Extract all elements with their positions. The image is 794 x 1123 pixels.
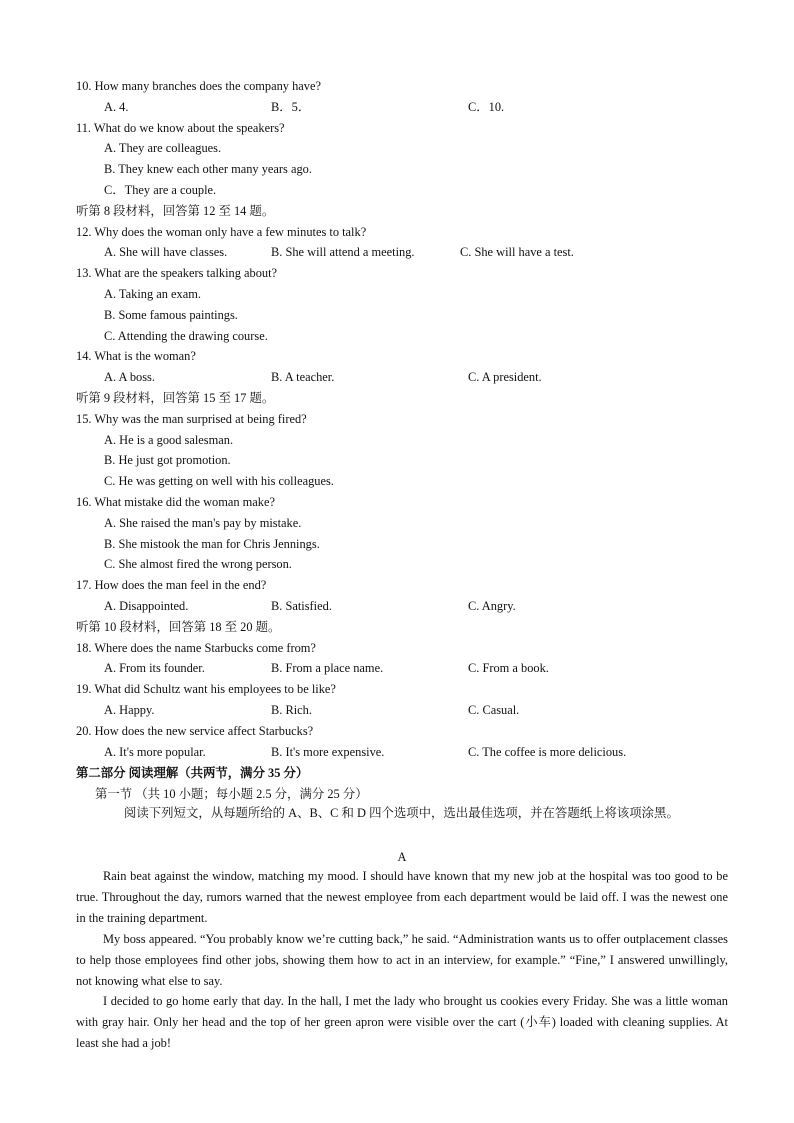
passage-label xyxy=(76,849,728,865)
options-10 xyxy=(76,99,728,115)
option-11c xyxy=(76,182,728,198)
question-16 xyxy=(76,494,728,510)
question-15 xyxy=(76,411,728,427)
option-a: A. Taking an exam. xyxy=(104,287,201,301)
option-a: A. From its founder. xyxy=(104,661,205,675)
options-18 xyxy=(76,660,728,676)
section-header-8 xyxy=(76,203,728,219)
option-a: A. It's more popular. xyxy=(104,745,206,759)
question-12 xyxy=(76,224,728,240)
option-15b xyxy=(76,452,728,468)
option-b: B．5． xyxy=(271,100,311,114)
option-c: C. Angry. xyxy=(468,599,516,613)
question-17 xyxy=(76,577,728,593)
option-b: B. Satisfied. xyxy=(271,599,332,613)
option-c: C. A president. xyxy=(468,370,542,384)
section-instruction: 听第 8 段材料，回答第 12 至 14 题。 xyxy=(76,204,275,218)
question-text: 10. How many branches does the company have? xyxy=(76,79,321,93)
question-text: 16. What mistake did the woman make? xyxy=(76,495,276,509)
option-c: C. The coffee is more delicious. xyxy=(468,745,627,759)
option-a: A. A boss. xyxy=(104,370,155,384)
options-14 xyxy=(76,369,728,385)
option-b: B. Some famous paintings. xyxy=(104,308,238,322)
option-15a xyxy=(76,432,728,448)
option-11a xyxy=(76,140,728,156)
option-b: B. From a place name. xyxy=(271,661,384,675)
option-c: C. Attending the drawing course. xyxy=(104,329,268,343)
question-text: 14. What is the woman? xyxy=(76,349,196,363)
option-b: B. They knew each other many years ago. xyxy=(104,162,312,176)
section-one-heading: 第一节 （共 10 小题；每小题 2.5 分，满分 25 分） xyxy=(95,787,368,801)
question-10 xyxy=(76,78,728,94)
instruction-text: 阅读下列短文，从每题所给的 A、B、C 和 D 四个选项中，选出最佳选项，并在答题纸上将该项涂黑。 xyxy=(124,806,679,820)
option-a: A. She raised the man's pay by mistake. xyxy=(104,516,302,530)
option-13a xyxy=(76,286,728,302)
section-title xyxy=(95,786,728,802)
option-c: C．They are a couple. xyxy=(104,183,217,197)
option-16a xyxy=(76,515,728,531)
question-text: 15. Why was the man surprised at being fired? xyxy=(76,412,307,426)
option-b: B. She will attend a meeting. xyxy=(271,245,415,259)
option-b: B. Rich. xyxy=(271,703,312,717)
option-16b xyxy=(76,536,728,552)
question-18 xyxy=(76,640,728,656)
question-text: 17. How does the man feel in the end? xyxy=(76,578,267,592)
option-13c xyxy=(76,328,728,344)
option-c: C．10. xyxy=(468,100,505,114)
option-11b xyxy=(76,161,728,177)
options-20 xyxy=(76,744,728,760)
option-a: A. Disappointed. xyxy=(104,599,189,613)
question-text: 11. What do we know about the speakers? xyxy=(76,121,285,135)
question-text: 13. What are the speakers talking about? xyxy=(76,266,278,280)
option-13b xyxy=(76,307,728,323)
question-20 xyxy=(76,723,728,739)
option-b: B. He just got promotion. xyxy=(104,453,231,467)
option-a: A. They are colleagues. xyxy=(104,141,222,155)
passage-letter: A xyxy=(397,850,407,864)
part-two-heading: 第二部分 阅读理解（共两节，满分 35 分） xyxy=(76,766,309,780)
option-c: C. From a book. xyxy=(468,661,549,675)
option-b: B. A teacher. xyxy=(271,370,335,384)
option-c: C. Casual. xyxy=(468,703,520,717)
option-a: A. Happy. xyxy=(104,703,155,717)
option-c: C. She will have a test. xyxy=(460,245,574,259)
question-text: 20. How does the new service affect Starbucks? xyxy=(76,724,314,738)
option-a: A. 4. xyxy=(104,100,129,114)
question-11 xyxy=(76,120,728,136)
option-b: B. She mistook the man for Chris Jennings. xyxy=(104,537,320,551)
section-instruction: 听第 9 段材料，回答第 15 至 17 题。 xyxy=(76,391,275,405)
options-19 xyxy=(76,702,728,718)
option-15c xyxy=(76,473,728,489)
question-text: 19. What did Schultz want his employees to be like? xyxy=(76,682,336,696)
question-text: 18. Where does the name Starbucks come from? xyxy=(76,641,316,655)
question-19 xyxy=(76,681,728,697)
section-header-10 xyxy=(76,619,728,635)
option-16c xyxy=(76,556,728,572)
options-12 xyxy=(76,244,728,260)
options-17 xyxy=(76,598,728,614)
passage-paragraph-1: Rain beat against the window, matching my mood. I should have known that my new job at the hospital was too good to be true. Throughout the day, rumors warned that the newest employee from each department would be laid off. I was the newest one in the training department. xyxy=(76,869,728,925)
part-title xyxy=(76,765,728,781)
reading-instruction xyxy=(76,803,728,824)
question-14 xyxy=(76,348,728,364)
option-a: A. She will have classes. xyxy=(104,245,228,259)
question-text: 12. Why does the woman only have a few minutes to talk? xyxy=(76,225,367,239)
section-instruction: 听第 10 段材料，回答第 18 至 20 题。 xyxy=(76,620,281,634)
option-c: C. She almost fired the wrong person. xyxy=(104,557,292,571)
section-header-9 xyxy=(76,390,728,406)
option-a: A. He is a good salesman. xyxy=(104,433,234,447)
option-b: B. It's more expensive. xyxy=(271,745,385,759)
passage-paragraph-2: My boss appeared. “You probably know we’re cutting back,” he said. “Administration wants us to offer outplacement classes to help those employees find other jobs, showing them how to act in an interview, for example.” “Fine,” I answered unwillingly, not knowing what else to say. xyxy=(76,932,728,988)
option-c: C. He was getting on well with his colleagues. xyxy=(104,474,334,488)
passage-paragraph-3: I decided to go home early that day. In the hall, I met the lady who brought us cookies every Friday. She was a little woman with gray hair. Only her head and the top of her green apron were visible over the cart (小车) loaded with cleaning supplies. At least she had a job! xyxy=(76,994,728,1050)
question-13 xyxy=(76,265,728,281)
